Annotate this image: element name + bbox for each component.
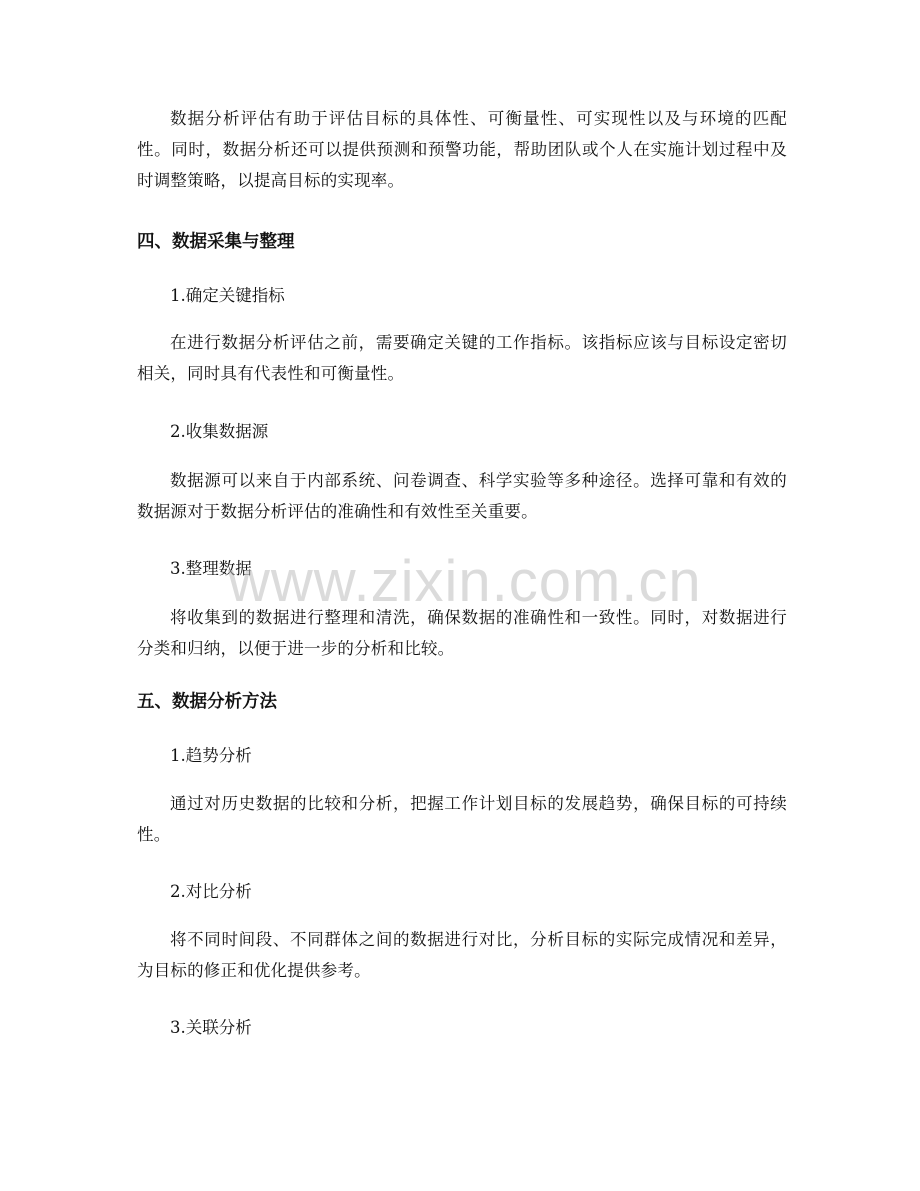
subsection-title: 1.确定关键指标 [170,286,285,305]
subsection-title: 3.关联分析 [170,1018,252,1037]
subsection-body: 将不同时间段、不同群体之间的数据进行对比，分析目标的实际完成情况和差异，为目标的修正和优化提供参考。 [137,930,787,980]
subsection-title: 2.收集数据源 [170,422,269,441]
subsection-title: 1.趋势分析 [170,746,252,765]
subsection-body: 将收集到的数据进行整理和清洗，确保数据的准确性和一致性。同时，对数据进行分类和归纳，以便于进一步的分析和比较。 [137,608,787,658]
section-heading-5: 五、数据分析方法 [137,692,277,712]
intro-paragraph: 数据分析评估有助于评估目标的具体性、可衡量性、可实现性以及与环境的匹配性。同时，数据分析还可以提供预测和预警功能，帮助团队或个人在实施计划过程中及时调整策略，以提高目标的实现率。 [137,109,787,190]
subsection-title: 2.对比分析 [170,882,252,901]
subsection-body: 数据源可以来自于内部系统、问卷调查、科学实验等多种途径。选择可靠和有效的数据源对于数据分析评估的准确性和有效性至关重要。 [137,471,787,521]
section-heading-4: 四、数据采集与整理 [137,232,295,252]
watermark: www.zixin.com.cn [228,549,702,614]
subsection-body: 通过对历史数据的比较和分析，把握工作计划目标的发展趋势，确保目标的可持续性。 [137,794,787,844]
subsection-title: 3.整理数据 [170,559,252,578]
subsection-body: 在进行数据分析评估之前，需要确定关键的工作指标。该指标应该与目标设定密切相关，同时具有代表性和可衡量性。 [137,333,787,383]
